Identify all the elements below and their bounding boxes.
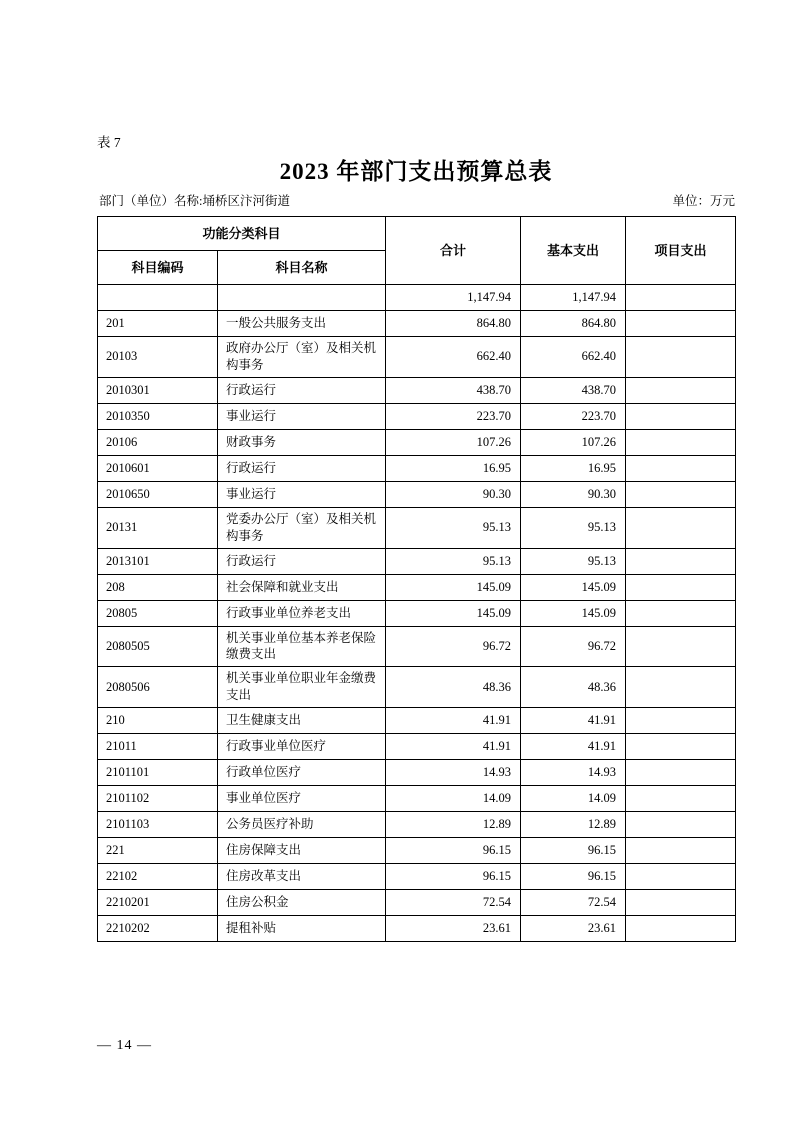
cell-project-expenditure (626, 311, 736, 337)
cell-project-expenditure (626, 812, 736, 838)
cell-basic-expenditure: 864.80 (521, 311, 626, 337)
table-row (98, 626, 736, 667)
cell-total: 662.40 (386, 337, 521, 378)
cell-project-expenditure (626, 667, 736, 708)
table-row (98, 890, 736, 916)
cell-basic-expenditure: 96.15 (521, 838, 626, 864)
cell-basic-expenditure: 72.54 (521, 890, 626, 916)
cell-project-expenditure (626, 548, 736, 574)
cell-basic-expenditure: 438.70 (521, 377, 626, 403)
table-row (98, 812, 736, 838)
cell-total: 95.13 (386, 548, 521, 574)
table-label: 表 7 (97, 135, 121, 150)
cell-subject-code: 2080505 (98, 626, 218, 667)
cell-subject-code: 22102 (98, 864, 218, 890)
cell-subject-code: 2080506 (98, 667, 218, 708)
cell-subject-code: 2010350 (98, 403, 218, 429)
cell-subject-name: 卫生健康支出 (218, 708, 386, 734)
cell-total: 48.36 (386, 667, 521, 708)
page-number: — 14 — (97, 1038, 152, 1053)
cell-basic-expenditure: 14.09 (521, 786, 626, 812)
cell-subject-name: 行政运行 (218, 548, 386, 574)
cell-subject-name: 行政事业单位医疗 (218, 734, 386, 760)
cell-basic-expenditure: 90.30 (521, 481, 626, 507)
table-row (98, 838, 736, 864)
cell-subject-name: 事业单位医疗 (218, 786, 386, 812)
cell-project-expenditure (626, 708, 736, 734)
cell-basic-expenditure: 41.91 (521, 708, 626, 734)
table-row (98, 311, 736, 337)
cell-project-expenditure (626, 574, 736, 600)
meta-row (99, 191, 735, 209)
table-row (98, 337, 736, 378)
cell-subject-name: 机关事业单位基本养老保险缴费支出 (218, 626, 386, 667)
table-row (98, 455, 736, 481)
cell-project-expenditure (626, 864, 736, 890)
table-row (98, 429, 736, 455)
cell-basic-expenditure: 12.89 (521, 812, 626, 838)
cell-subject-name: 财政事务 (218, 429, 386, 455)
cell-project-expenditure (626, 285, 736, 311)
cell-basic-expenditure: 145.09 (521, 600, 626, 626)
table-row (98, 481, 736, 507)
page-title: 2023 年部门支出预算总表 (279, 159, 553, 184)
cell-subject-code: 2010301 (98, 377, 218, 403)
cell-subject-code: 20103 (98, 337, 218, 378)
cell-subject-name: 行政运行 (218, 377, 386, 403)
cell-project-expenditure (626, 429, 736, 455)
cell-basic-expenditure: 1,147.94 (521, 285, 626, 311)
cell-subject-code: 2010601 (98, 455, 218, 481)
table-row (98, 548, 736, 574)
cell-subject-name: 住房改革支出 (218, 864, 386, 890)
cell-project-expenditure (626, 760, 736, 786)
budget-table-body (98, 285, 736, 942)
cell-total: 23.61 (386, 916, 521, 942)
cell-subject-name: 提租补贴 (218, 916, 386, 942)
cell-subject-name: 行政运行 (218, 455, 386, 481)
cell-total: 145.09 (386, 600, 521, 626)
cell-subject-code: 2013101 (98, 548, 218, 574)
table-row (98, 734, 736, 760)
cell-subject-code: 2101102 (98, 786, 218, 812)
cell-subject-name: 事业运行 (218, 481, 386, 507)
cell-total: 223.70 (386, 403, 521, 429)
cell-total: 96.72 (386, 626, 521, 667)
cell-subject-name: 公务员医疗补助 (218, 812, 386, 838)
table-row (98, 916, 736, 942)
header-subject-name: 科目名称 (218, 251, 386, 285)
cell-basic-expenditure: 23.61 (521, 916, 626, 942)
cell-subject-name: 行政单位医疗 (218, 760, 386, 786)
cell-subject-code: 210 (98, 708, 218, 734)
cell-total: 95.13 (386, 507, 521, 548)
table-row (98, 574, 736, 600)
cell-subject-code: 20106 (98, 429, 218, 455)
cell-subject-name: 行政事业单位养老支出 (218, 600, 386, 626)
cell-total: 41.91 (386, 734, 521, 760)
cell-total: 864.80 (386, 311, 521, 337)
table-row (98, 403, 736, 429)
table-row (98, 507, 736, 548)
table-row (98, 377, 736, 403)
cell-basic-expenditure: 96.15 (521, 864, 626, 890)
cell-total: 438.70 (386, 377, 521, 403)
cell-total: 145.09 (386, 574, 521, 600)
cell-subject-code: 208 (98, 574, 218, 600)
header-total: 合计 (386, 217, 521, 285)
cell-total: 14.09 (386, 786, 521, 812)
cell-basic-expenditure: 48.36 (521, 667, 626, 708)
cell-subject-code: 20805 (98, 600, 218, 626)
cell-total: 16.95 (386, 455, 521, 481)
cell-project-expenditure (626, 916, 736, 942)
cell-total: 90.30 (386, 481, 521, 507)
cell-subject-code: 2010650 (98, 481, 218, 507)
cell-subject-name: 机关事业单位职业年金缴费支出 (218, 667, 386, 708)
cell-subject-code: 201 (98, 311, 218, 337)
cell-basic-expenditure: 14.93 (521, 760, 626, 786)
cell-subject-name: 一般公共服务支出 (218, 311, 386, 337)
cell-project-expenditure (626, 337, 736, 378)
header-basic-expenditure: 基本支出 (521, 217, 626, 285)
cell-subject-code (98, 285, 218, 311)
table-row (98, 760, 736, 786)
cell-project-expenditure (626, 838, 736, 864)
cell-project-expenditure (626, 507, 736, 548)
cell-total: 96.15 (386, 864, 521, 890)
header-function-category: 功能分类科目 (98, 217, 386, 251)
cell-total: 41.91 (386, 708, 521, 734)
cell-basic-expenditure: 223.70 (521, 403, 626, 429)
cell-subject-name (218, 285, 386, 311)
cell-total: 1,147.94 (386, 285, 521, 311)
cell-subject-name: 住房保障支出 (218, 838, 386, 864)
cell-project-expenditure (626, 786, 736, 812)
cell-subject-code: 2210202 (98, 916, 218, 942)
cell-basic-expenditure: 107.26 (521, 429, 626, 455)
table-row (98, 667, 736, 708)
cell-subject-code: 20131 (98, 507, 218, 548)
cell-subject-code: 221 (98, 838, 218, 864)
department-name-label: 部门（单位）名称:埇桥区汴河街道 (99, 194, 290, 208)
cell-total: 72.54 (386, 890, 521, 916)
cell-total: 96.15 (386, 838, 521, 864)
cell-project-expenditure (626, 481, 736, 507)
cell-subject-name: 党委办公厅（室）及相关机构事务 (218, 507, 386, 548)
cell-basic-expenditure: 95.13 (521, 548, 626, 574)
cell-project-expenditure (626, 403, 736, 429)
cell-project-expenditure (626, 377, 736, 403)
cell-project-expenditure (626, 890, 736, 916)
unit-label: 单位：万元 (672, 194, 735, 208)
cell-subject-code: 2101103 (98, 812, 218, 838)
cell-subject-name: 事业运行 (218, 403, 386, 429)
cell-subject-name: 社会保障和就业支出 (218, 574, 386, 600)
budget-table-header (98, 217, 736, 285)
cell-subject-code: 21011 (98, 734, 218, 760)
cell-basic-expenditure: 145.09 (521, 574, 626, 600)
table-row (98, 708, 736, 734)
cell-basic-expenditure: 96.72 (521, 626, 626, 667)
table-row (98, 786, 736, 812)
cell-subject-name: 政府办公厅（室）及相关机构事务 (218, 337, 386, 378)
table-row (98, 600, 736, 626)
table-row (98, 864, 736, 890)
header-project-expenditure: 项目支出 (626, 217, 736, 285)
table-row (98, 285, 736, 311)
cell-total: 107.26 (386, 429, 521, 455)
cell-basic-expenditure: 95.13 (521, 507, 626, 548)
cell-subject-code: 2101101 (98, 760, 218, 786)
cell-project-expenditure (626, 626, 736, 667)
budget-table (97, 216, 736, 942)
cell-basic-expenditure: 41.91 (521, 734, 626, 760)
cell-basic-expenditure: 662.40 (521, 337, 626, 378)
cell-basic-expenditure: 16.95 (521, 455, 626, 481)
cell-total: 12.89 (386, 812, 521, 838)
cell-project-expenditure (626, 455, 736, 481)
cell-subject-code: 2210201 (98, 890, 218, 916)
cell-subject-name: 住房公积金 (218, 890, 386, 916)
header-subject-code: 科目编码 (98, 251, 218, 285)
cell-total: 14.93 (386, 760, 521, 786)
header-row-1 (98, 217, 736, 251)
cell-project-expenditure (626, 734, 736, 760)
cell-project-expenditure (626, 600, 736, 626)
